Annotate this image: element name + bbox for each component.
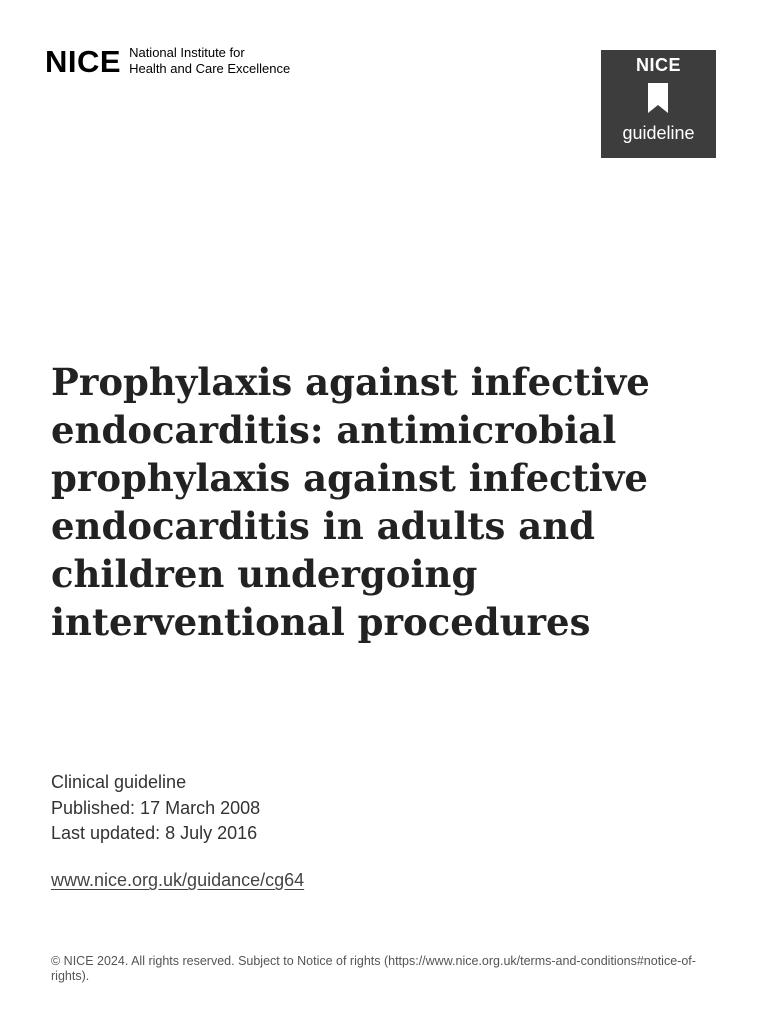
badge-title: NICE bbox=[635, 55, 681, 75]
document-meta bbox=[51, 770, 260, 847]
guidance-link[interactable]: www.nice.org.uk/guidance/cg64 bbox=[51, 870, 305, 890]
document-title: Prophylaxis against infective endocarditis: antimicrobial prophylaxis against infective endocarditis in adults and children undergoing interventional procedures bbox=[51, 360, 650, 644]
document-type: Clinical guideline bbox=[51, 772, 187, 792]
logo-tagline-line2: Health and Care Excellence bbox=[129, 61, 291, 76]
logo-wordmark: NICE bbox=[45, 43, 122, 79]
logo-tagline-line1: National Institute for bbox=[129, 45, 245, 60]
published-date: Published: 17 March 2008 bbox=[51, 797, 261, 818]
nice-logo bbox=[45, 45, 290, 77]
last-updated-date: Last updated: 8 July 2016 bbox=[51, 823, 258, 843]
badge-subtitle: guideline bbox=[622, 123, 695, 143]
logo-tagline bbox=[129, 45, 290, 77]
bookmark-icon bbox=[646, 83, 670, 113]
copyright-notice: © NICE 2024. All rights reserved. Subject to Notice of rights (https://www.nice.org.uk/terms-and-conditions#notice-of-rights). bbox=[51, 954, 696, 983]
guideline-badge bbox=[601, 50, 716, 158]
